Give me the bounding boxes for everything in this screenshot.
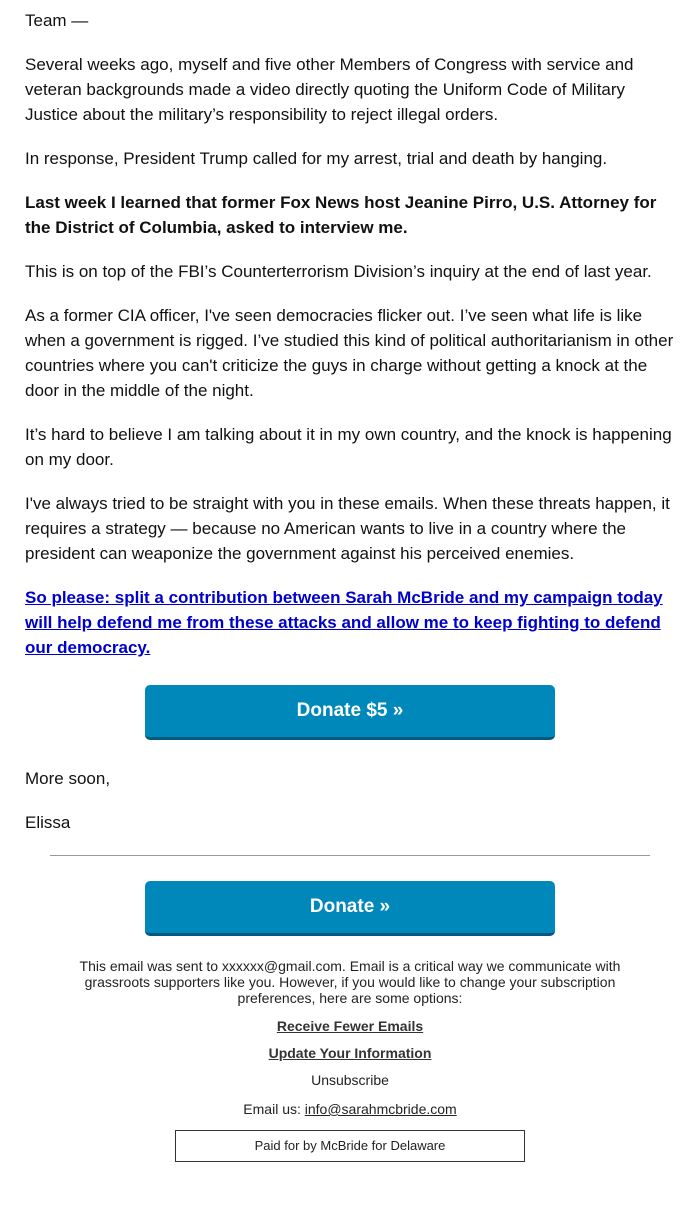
footer-intro: This email was sent to xxxxxx@gmail.com. Email is a critical way we communicate with grassroots supporters like you. However, if you would like to change your subscription preferences, here are some options: [79, 958, 621, 1006]
signature: Elissa [25, 813, 71, 832]
paragraph: This is on top of the FBI’s Counterterrorism Division’s inquiry at the end of last year. [25, 262, 652, 281]
paragraph: It’s hard to believe I am talking about it in my own country, and the knock is happening on my door. [25, 425, 672, 469]
divider [50, 855, 650, 856]
footer [0, 958, 700, 1162]
receive-fewer-emails-link[interactable]: Receive Fewer Emails [276, 1018, 424, 1034]
email-us-label: Email us: [243, 1101, 301, 1117]
paid-for-disclaimer: Paid for by McBride for Delaware [175, 1130, 525, 1162]
update-information-link[interactable]: Update Your Information [268, 1045, 432, 1061]
paragraph: As a former CIA officer, I've seen democracies flicker out. I’ve seen what life is like when a government is rigged. I’ve studied this kind of political authoritarianism in other countries where you can't criticize the guys in charge without getting a knock at the door in the middle of the night. [25, 306, 674, 400]
paragraph: Several weeks ago, myself and five other Members of Congress with service and veteran backgrounds made a video directly quoting the Uniform Code of Military Justice about the military’s responsibility to reject illegal orders. [25, 55, 634, 124]
paragraph: I've always tried to be straight with you in these emails. When these threats happen, it requires a strategy — because no American wants to live in a country where the president can weaponize the government against his perceived enemies. [25, 494, 670, 563]
paragraph-bold: Last week I learned that former Fox News host Jeanine Pirro, U.S. Attorney for the District of Columbia, asked to interview me. [25, 193, 657, 237]
greeting: Team — [25, 11, 89, 30]
unsubscribe-link[interactable]: Unsubscribe [311, 1072, 389, 1088]
paragraph: In response, President Trump called for my arrest, trial and death by hanging. [25, 149, 608, 168]
donate-button[interactable]: Donate » [145, 881, 555, 936]
contribution-link[interactable]: So please: split a contribution between Sarah McBride and my campaign today will help defend me from these attacks and allow me to keep fighting to defend our democracy. [25, 588, 663, 657]
donate-5-button[interactable]: Donate $5 » [145, 685, 555, 740]
signoff: More soon, [25, 769, 111, 788]
email-link[interactable]: info@sarahmcbride.com [304, 1101, 457, 1117]
